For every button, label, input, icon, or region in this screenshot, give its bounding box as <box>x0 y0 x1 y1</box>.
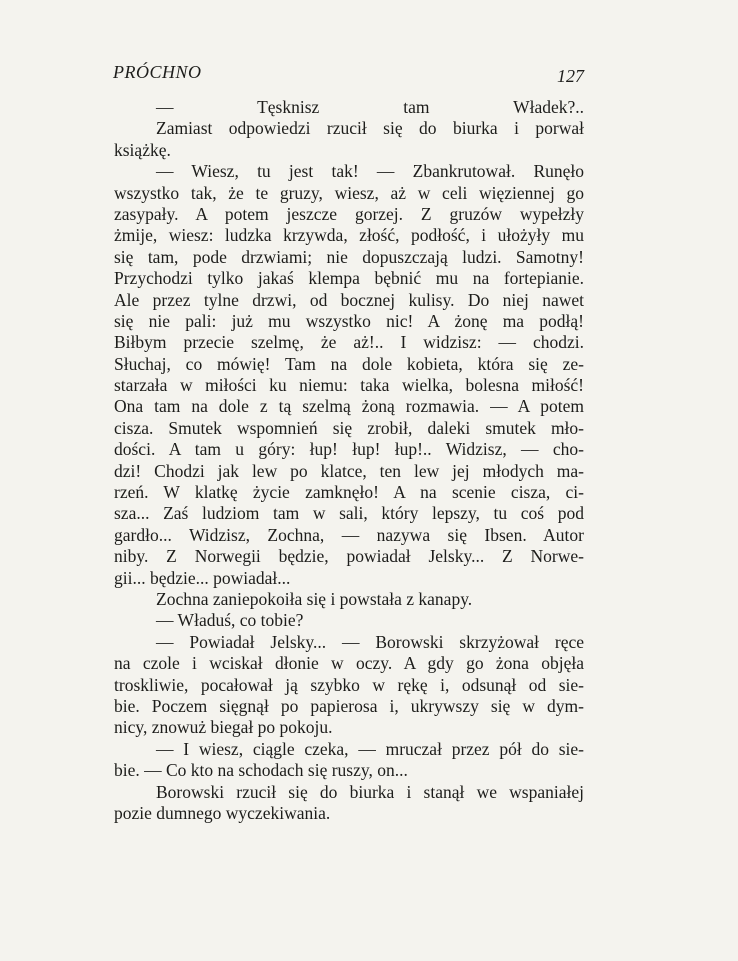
text-line: troskliwie, pocałował ją szybko w rękę i, odsunął od sie- <box>114 674 584 695</box>
text-line: Ona tam na dole z tą szelmą żoną rozmawia. — A potem <box>114 396 584 417</box>
text-line: zasypały. A potem jeszcze gorzej. Z gruzów wypełzły <box>114 203 584 224</box>
text-line: żmije, wiesz: ludzka krzywda, złość, podłość, i ułożyły mu <box>114 225 584 246</box>
text-line: starzała w miłości ku niemu: taka wielka, bolesna miłość! <box>114 375 584 396</box>
text-line: Zamiast odpowiedzi rzucił się do biurka i porwał <box>156 118 584 139</box>
running-title: PRÓCHNO <box>113 62 202 82</box>
text-line: Zochna zaniepokoiła się i powstała z kanapy. <box>156 588 473 609</box>
text-line: się tam, pode drzwiami; nie dopuszczają ludzi. Samotny! <box>114 246 584 267</box>
text-line: się nie pali: już mu wszystko nic! A żonę ma podłą! <box>114 310 584 331</box>
text-line: rzeń. W klatkę życie zamknęło! A na scenie cisza, ci- <box>114 482 584 503</box>
text-line: Ale przez tylne drzwi, od bocznej kulisy. Do niej nawet <box>114 289 584 310</box>
text-line: na czole i wciskał dłonie w oczy. A gdy go żona objęła <box>114 653 584 674</box>
text-line: — Tęsknisz tam Władek?.. <box>156 97 584 117</box>
text-line: — Wiesz, tu jest tak! — Zbankrutował. Runęło <box>156 161 584 182</box>
text-line: bie. Poczem sięgnął po papierosa i, ukrywszy się w dym- <box>114 695 584 716</box>
text-line: sza... Zaś ludziom tam w sali, który lepszy, tu coś pod <box>114 503 584 524</box>
text-line: — I wiesz, ciągle czeka, — mruczał przez pół do sie- <box>156 738 584 759</box>
text-line: Biłbym przecie szelmę, że aż!.. I widzisz: — chodzi. <box>114 332 584 353</box>
text-line: cisza. Smutek wspomnień się zrobił, daleki smutek mło- <box>114 417 584 438</box>
text-line: niby. Z Norwegii będzie, powiadał Jelsky... Z Norwe- <box>114 546 584 567</box>
text-line: pozie dumnego wyczekiwania. <box>114 802 331 823</box>
text-line: Słuchaj, co mówię! Tam na dole kobieta, która się ze- <box>114 353 584 374</box>
text-line: bie. — Co kto na schodach się ruszy, on... <box>114 760 408 781</box>
text-line: dości. A tam u góry: łup! łup! łup!.. Widzisz, — cho- <box>114 439 584 460</box>
text-line: Borowski rzucił się do biurka i stanął we wspaniałej <box>156 781 584 802</box>
text-line: gardło... Widzisz, Zochna, — nazywa się Ibsen. Autor <box>114 524 584 545</box>
text-line: dzi! Chodzi jak lew po klatce, ten lew jej młodych ma- <box>114 460 584 481</box>
text-line: — Właduś, co tobie? <box>156 610 304 631</box>
text-line: — Powiadał Jelsky... — Borowski skrzyżował ręce <box>156 631 584 652</box>
page-number: 127 <box>557 66 584 86</box>
text-line: nicy, znowuż biegał po pokoju. <box>114 717 333 738</box>
text-line: wszystko tak, że te gruzy, wiesz, aż w celi więziennej go <box>114 182 584 203</box>
text-line: Przychodzi tylko jakaś klempa bębnić mu na fortepianie. <box>114 268 584 289</box>
text-line: książkę. <box>114 139 171 160</box>
body-text <box>114 97 584 824</box>
text-line: gii... będzie... powiadał... <box>114 567 291 588</box>
